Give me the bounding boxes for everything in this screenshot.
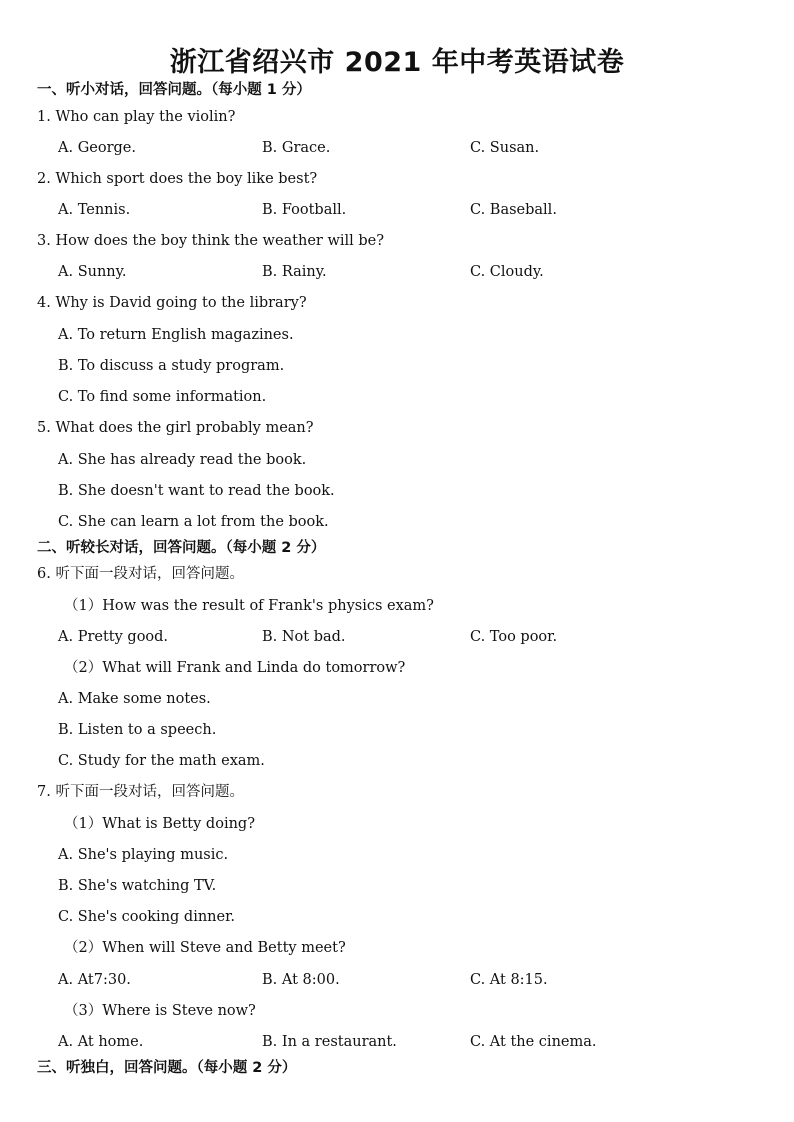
section-heading-2: 二、听较长对话，回答问题。（每小题 2 分） [37,540,326,556]
question-7-3-option-c: C. At the cinema. [470,1034,597,1050]
question-6-1-option-c: C. Too poor. [470,629,558,645]
question-1-option-b: B. Grace. [262,140,331,156]
question-5-option-b: B. She doesn't want to read the book. [58,483,335,499]
question-6-2-option-a: A. Make some notes. [58,691,211,707]
question-7-3-option-a: A. At home. [58,1034,144,1050]
question-3-option-c: C. Cloudy. [470,264,544,280]
question-7-2-stem: （2）When will Steve and Betty meet? [64,940,346,956]
question-7-2-option-b: B. At 8:00. [262,972,340,988]
question-2-stem: 2. Which sport does the boy like best? [37,171,318,187]
question-6-2-option-b: B. Listen to a speech. [58,722,217,738]
question-7-1-option-b: B. She's watching TV. [58,878,217,894]
question-1-option-a: A. George. [58,140,136,156]
question-1-option-c: C. Susan. [470,140,540,156]
question-6-2-option-c: C. Study for the math exam. [58,753,265,769]
question-5-stem: 5. What does the girl probably mean? [37,420,314,436]
question-5-option-c: C. She can learn a lot from the book. [58,514,329,530]
section-heading-1: 一、听小对话，回答问题。（每小题 1 分） [37,82,311,98]
question-4-option-b: B. To discuss a study program. [58,358,285,374]
question-5-option-a: A. She has already read the book. [58,452,307,468]
question-7-1-option-c: C. She's cooking dinner. [58,909,236,925]
section-heading-3: 三、听独白，回答问题。（每小题 2 分） [37,1060,297,1076]
question-3-stem: 3. How does the boy think the weather will be? [37,233,385,249]
question-6-stem: 6. 听下面一段对话，回答问题。 [37,566,244,582]
question-7-1-option-a: A. She's playing music. [58,847,229,863]
question-6-1-stem: （1）How was the result of Frank's physics exam? [64,598,434,614]
question-6-2-stem: （2）What will Frank and Linda do tomorrow? [64,660,406,676]
question-3-option-b: B. Rainy. [262,264,327,280]
question-1-stem: 1. Who can play the violin? [37,109,236,125]
question-4-option-c: C. To find some information. [58,389,267,405]
page-title: 浙江省绍兴市 2021 年中考英语试卷 [169,47,625,78]
question-4-option-a: A. To return English magazines. [58,327,294,343]
question-2-option-c: C. Baseball. [470,202,557,218]
question-6-1-option-b: B. Not bad. [262,629,346,645]
question-7-1-stem: （1）What is Betty doing? [64,816,255,832]
question-2-option-a: A. Tennis. [58,202,131,218]
question-7-3-stem: （3）Where is Steve now? [64,1003,256,1019]
question-6-1-option-a: A. Pretty good. [58,629,169,645]
question-7-2-option-a: A. At7:30. [58,972,131,988]
question-7-stem: 7. 听下面一段对话，回答问题。 [37,784,244,800]
question-7-2-option-c: C. At 8:15. [470,972,548,988]
question-4-stem: 4. Why is David going to the library? [37,295,307,311]
question-7-3-option-b: B. In a restaurant. [262,1034,397,1050]
question-2-option-b: B. Football. [262,202,347,218]
question-3-option-a: A. Sunny. [58,264,127,280]
